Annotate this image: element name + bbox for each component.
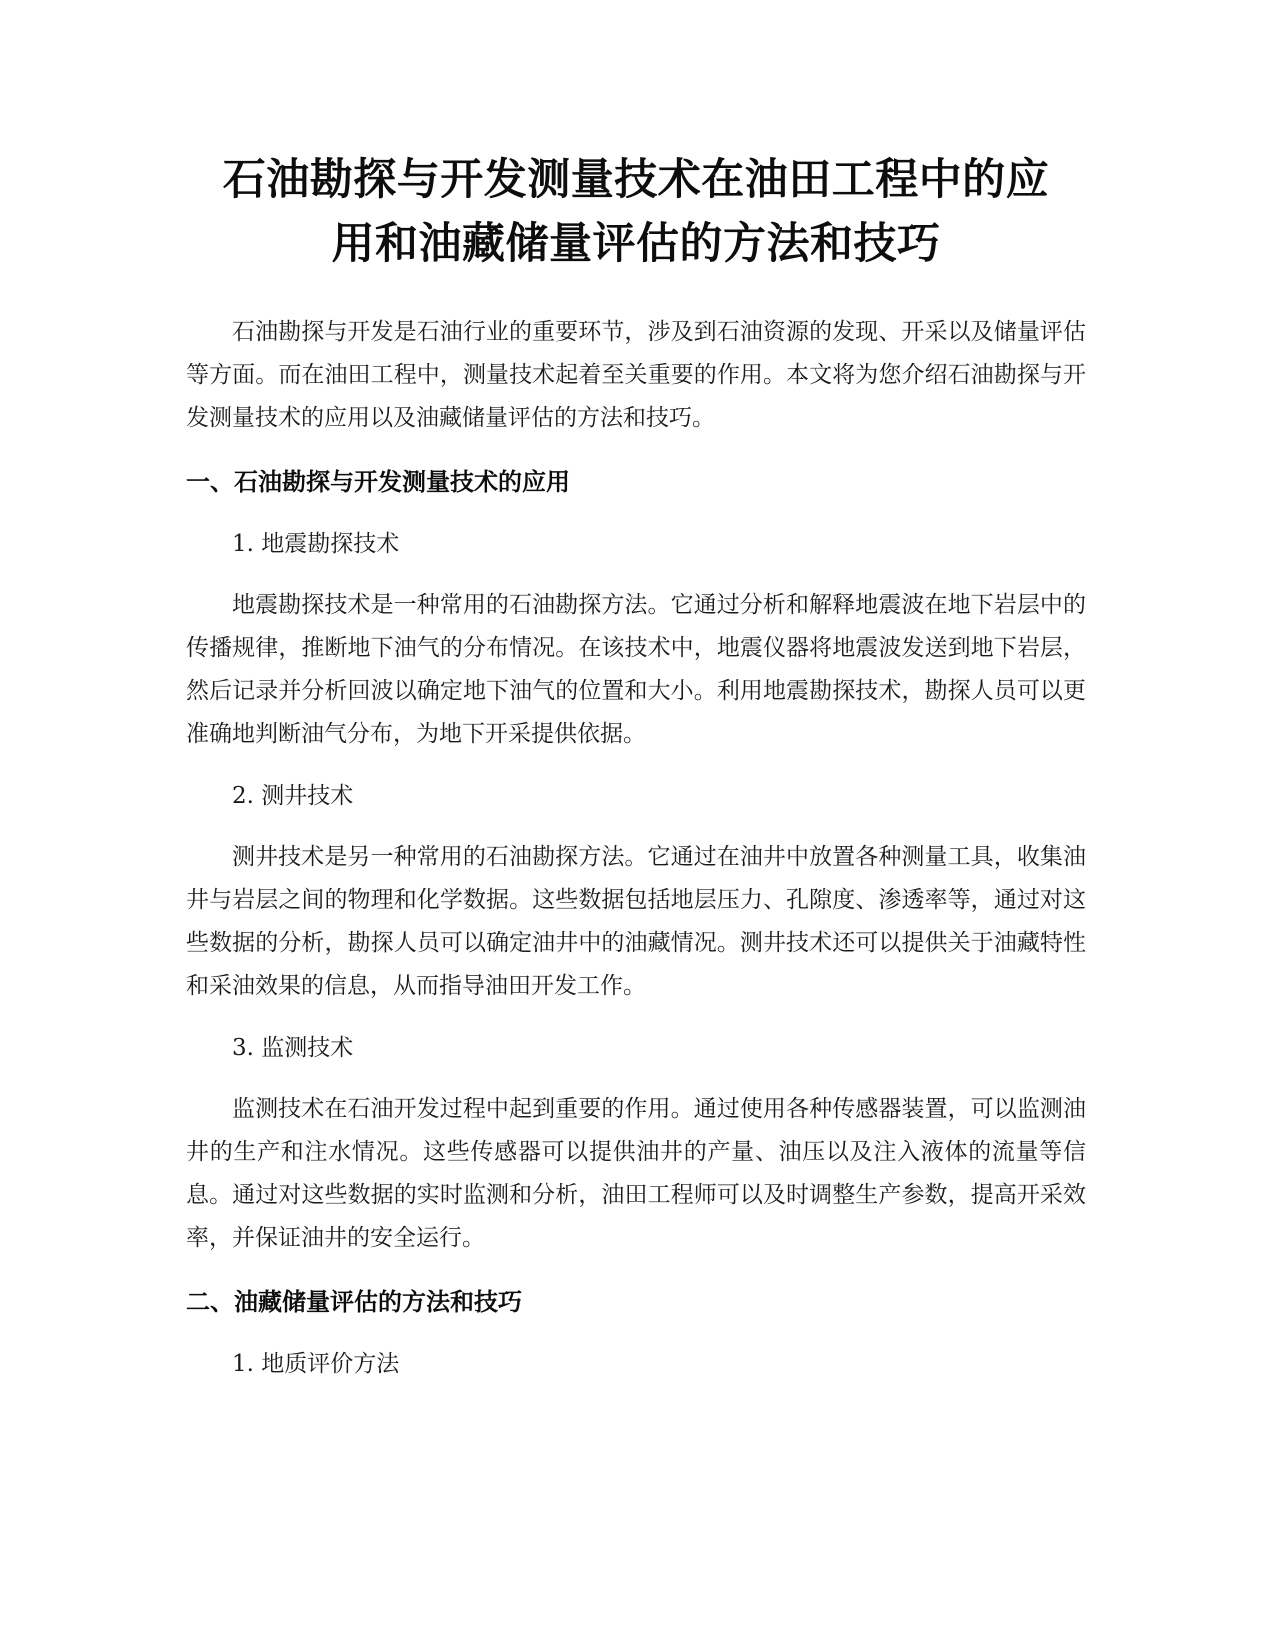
subsection-1-1-heading: 1. 地震勘探技术 <box>232 531 400 557</box>
subsection-2-1-heading: 1. 地质评价方法 <box>232 1351 400 1377</box>
title-line-2: 用和油藏储量评估的方法和技巧 <box>331 219 941 269</box>
document-title <box>186 148 1086 276</box>
document-body <box>186 148 1086 1384</box>
intro-paragraph: 石油勘探与开发是石油行业的重要环节，涉及到石油资源的发现、开采以及储量评估等方面。而在油田工程中，测量技术起着至关重要的作用。本文将为您介绍石油勘探与开发测量技术的应用以及油藏储量评估的方法和技巧。 <box>186 319 1086 431</box>
subsection-1-1-paragraph: 地震勘探技术是一种常用的石油勘探方法。它通过分析和解释地震波在地下岩层中的传播规律，推断地下油气的分布情况。在该技术中，地震仪器将地震波发送到地下岩层，然后记录并分析回波以确定地下油气的位置和大小。利用地震勘探技术，勘探人员可以更准确地判断油气分布，为地下开采提供依据。 <box>186 592 1086 747</box>
subsection-1-2-heading: 2. 测井技术 <box>232 783 354 809</box>
section-2-heading: 二、油藏储量评估的方法和技巧 <box>186 1288 522 1316</box>
subsection-1-2-paragraph: 测井技术是另一种常用的石油勘探方法。它通过在油井中放置各种测量工具，收集油井与岩层之间的物理和化学数据。这些数据包括地层压力、孔隙度、渗透率等，通过对这些数据的分析，勘探人员可以确定油井中的油藏情况。测井技术还可以提供关于油藏特性和采油效果的信息，从而指导油田开发工作。 <box>186 844 1086 999</box>
subsection-1-3-heading: 3. 监测技术 <box>232 1035 354 1061</box>
subsection-1-3-paragraph: 监测技术在石油开发过程中起到重要的作用。通过使用各种传感器装置，可以监测油井的生产和注水情况。这些传感器可以提供油井的产量、油压以及注入液体的流量等信息。通过对这些数据的实时监测和分析，油田工程师可以及时调整生产参数，提高开采效率，并保证油井的安全运行。 <box>186 1096 1086 1251</box>
title-line-1: 石油勘探与开发测量技术在油田工程中的应 <box>222 155 1050 205</box>
section-1-heading: 一、石油勘探与开发测量技术的应用 <box>186 468 570 496</box>
